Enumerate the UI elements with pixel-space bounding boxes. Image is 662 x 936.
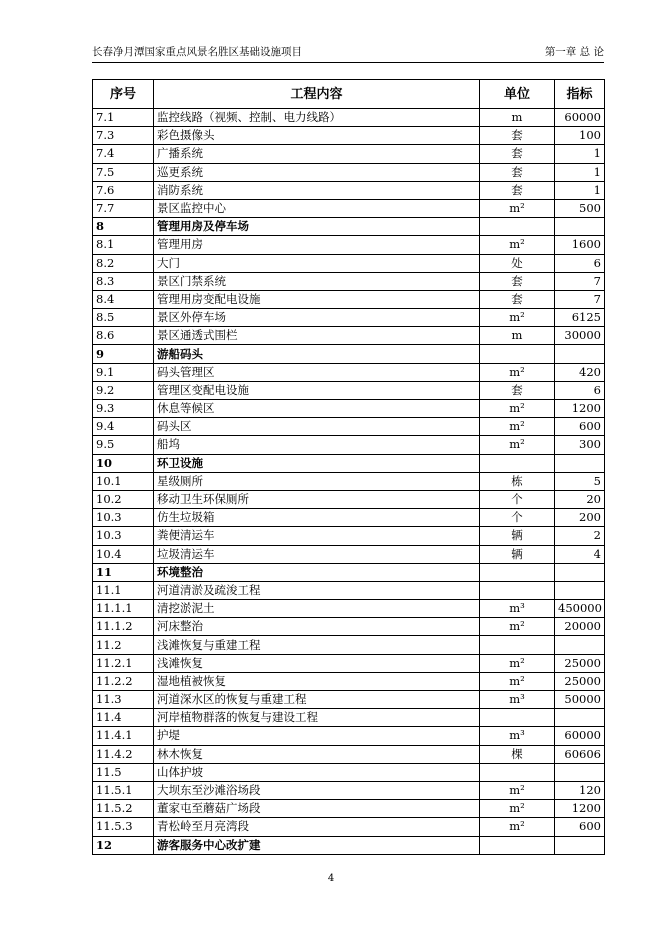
table-row — [93, 127, 605, 145]
row-value: 5 — [555, 472, 605, 490]
row-unit — [480, 454, 555, 472]
row-value: 6125 — [555, 309, 605, 327]
row-value — [555, 454, 605, 472]
row-content: 仿生垃圾箱 — [154, 509, 480, 527]
row-content: 船坞 — [154, 436, 480, 454]
row-content: 彩色摄像头 — [154, 127, 480, 145]
row-value: 50000 — [555, 691, 605, 709]
table-row — [93, 763, 605, 781]
table-row — [93, 745, 605, 763]
row-unit: 棵 — [480, 745, 555, 763]
row-value: 25000 — [555, 672, 605, 690]
project-table — [92, 79, 605, 855]
table-row — [93, 163, 605, 181]
row-number: 11.1.1 — [93, 600, 154, 618]
row-number: 8.4 — [93, 290, 154, 308]
row-value: 120 — [555, 781, 605, 799]
row-content: 青松岭至月亮湾段 — [154, 818, 480, 836]
row-content: 移动卫生环保厕所 — [154, 490, 480, 508]
row-number: 8 — [93, 218, 154, 236]
row-unit: m² — [480, 818, 555, 836]
table-row — [93, 545, 605, 563]
row-value: 60606 — [555, 745, 605, 763]
row-unit: m² — [480, 236, 555, 254]
row-unit: 套 — [480, 290, 555, 308]
row-unit — [480, 763, 555, 781]
row-content: 浅滩恢复与重建工程 — [154, 636, 480, 654]
table-row — [93, 600, 605, 618]
row-number: 10.2 — [93, 490, 154, 508]
row-unit: m² — [480, 418, 555, 436]
table-row — [93, 581, 605, 599]
table-row — [93, 381, 605, 399]
row-value — [555, 763, 605, 781]
row-unit: 套 — [480, 181, 555, 199]
row-number: 8.2 — [93, 254, 154, 272]
table-row — [93, 309, 605, 327]
row-unit — [480, 836, 555, 854]
row-content: 星级厕所 — [154, 472, 480, 490]
row-value: 60000 — [555, 109, 605, 127]
row-content: 消防系统 — [154, 181, 480, 199]
row-value — [555, 218, 605, 236]
column-header-unit: 单位 — [480, 80, 555, 109]
row-unit: 套 — [480, 145, 555, 163]
section-row — [93, 218, 605, 236]
row-value — [555, 345, 605, 363]
table-row — [93, 691, 605, 709]
table-row — [93, 418, 605, 436]
row-content: 河床整治 — [154, 618, 480, 636]
row-number: 11.5 — [93, 763, 154, 781]
row-number: 7.3 — [93, 127, 154, 145]
row-unit — [480, 709, 555, 727]
row-content: 湿地植被恢复 — [154, 672, 480, 690]
table-row — [93, 490, 605, 508]
section-row — [93, 836, 605, 854]
table-row — [93, 654, 605, 672]
row-number: 7.5 — [93, 163, 154, 181]
row-unit: m² — [480, 363, 555, 381]
row-value: 25000 — [555, 654, 605, 672]
table-row — [93, 254, 605, 272]
row-number: 12 — [93, 836, 154, 854]
row-value: 60000 — [555, 727, 605, 745]
column-header-no: 序号 — [93, 80, 154, 109]
table-row — [93, 400, 605, 418]
row-unit: 辆 — [480, 545, 555, 563]
table-row — [93, 636, 605, 654]
row-content: 粪便清运车 — [154, 527, 480, 545]
row-content: 浅滩恢复 — [154, 654, 480, 672]
row-content: 码头管理区 — [154, 363, 480, 381]
row-number: 10.3 — [93, 527, 154, 545]
row-value: 600 — [555, 418, 605, 436]
row-unit: 栋 — [480, 472, 555, 490]
row-content: 景区门禁系统 — [154, 272, 480, 290]
row-number: 7.1 — [93, 109, 154, 127]
section-row — [93, 563, 605, 581]
row-number: 11.1 — [93, 581, 154, 599]
table-row — [93, 781, 605, 799]
row-unit: m² — [480, 436, 555, 454]
row-content: 景区监控中心 — [154, 199, 480, 217]
row-unit: m² — [480, 309, 555, 327]
row-unit: m² — [480, 672, 555, 690]
row-value: 30000 — [555, 327, 605, 345]
row-unit: m² — [480, 781, 555, 799]
table-row — [93, 145, 605, 163]
row-content: 游船码头 — [154, 345, 480, 363]
row-unit: m² — [480, 800, 555, 818]
table-row — [93, 436, 605, 454]
row-content: 环境整治 — [154, 563, 480, 581]
row-unit: m² — [480, 400, 555, 418]
row-unit — [480, 218, 555, 236]
table-row — [93, 472, 605, 490]
section-row — [93, 454, 605, 472]
row-unit — [480, 563, 555, 581]
table-header-row — [93, 80, 605, 109]
table-row — [93, 727, 605, 745]
table-row — [93, 363, 605, 381]
row-content: 林木恢复 — [154, 745, 480, 763]
row-content: 大门 — [154, 254, 480, 272]
row-unit — [480, 636, 555, 654]
row-unit: m — [480, 327, 555, 345]
row-unit: 个 — [480, 490, 555, 508]
row-value — [555, 581, 605, 599]
row-unit — [480, 345, 555, 363]
row-value: 20 — [555, 490, 605, 508]
row-number: 9.5 — [93, 436, 154, 454]
row-value: 4 — [555, 545, 605, 563]
table-row — [93, 618, 605, 636]
table-row — [93, 818, 605, 836]
row-number: 11.5.2 — [93, 800, 154, 818]
row-content: 广播系统 — [154, 145, 480, 163]
row-number: 10.1 — [93, 472, 154, 490]
row-value: 7 — [555, 272, 605, 290]
row-unit: 套 — [480, 381, 555, 399]
table-body — [93, 109, 605, 855]
column-header-content: 工程内容 — [154, 80, 480, 109]
row-value: 20000 — [555, 618, 605, 636]
document-title: 长春净月潭国家重点风景名胜区基础设施项目 — [92, 46, 302, 58]
row-content: 码头区 — [154, 418, 480, 436]
row-content: 大坝东至沙滩浴场段 — [154, 781, 480, 799]
row-number: 8.6 — [93, 327, 154, 345]
row-value — [555, 563, 605, 581]
row-value: 2 — [555, 527, 605, 545]
row-value: 1600 — [555, 236, 605, 254]
table-row — [93, 181, 605, 199]
table-row — [93, 672, 605, 690]
row-value: 300 — [555, 436, 605, 454]
row-value: 6 — [555, 381, 605, 399]
row-number: 7.6 — [93, 181, 154, 199]
row-number: 7.7 — [93, 199, 154, 217]
column-header-value: 指标 — [555, 80, 605, 109]
row-content: 河道清淤及疏浚工程 — [154, 581, 480, 599]
row-unit — [480, 581, 555, 599]
row-number: 11.4.1 — [93, 727, 154, 745]
table-row — [93, 199, 605, 217]
row-number: 10.3 — [93, 509, 154, 527]
row-value: 1 — [555, 181, 605, 199]
row-number: 11.5.1 — [93, 781, 154, 799]
row-number: 9.1 — [93, 363, 154, 381]
section-row — [93, 345, 605, 363]
row-unit: m³ — [480, 600, 555, 618]
row-content: 垃圾清运车 — [154, 545, 480, 563]
row-number: 11.2.2 — [93, 672, 154, 690]
row-number: 11.2.1 — [93, 654, 154, 672]
row-value — [555, 709, 605, 727]
row-number: 9 — [93, 345, 154, 363]
row-content: 游客服务中心改扩建 — [154, 836, 480, 854]
row-number: 10.4 — [93, 545, 154, 563]
table-row — [93, 527, 605, 545]
row-value: 1200 — [555, 400, 605, 418]
row-unit: 处 — [480, 254, 555, 272]
row-number: 8.3 — [93, 272, 154, 290]
row-unit: m² — [480, 618, 555, 636]
row-value: 7 — [555, 290, 605, 308]
row-content: 管理用房及停车场 — [154, 218, 480, 236]
row-value: 100 — [555, 127, 605, 145]
row-unit: m — [480, 109, 555, 127]
row-unit: m² — [480, 654, 555, 672]
row-content: 景区通透式围栏 — [154, 327, 480, 345]
table-row — [93, 327, 605, 345]
row-content: 河道深水区的恢复与重建工程 — [154, 691, 480, 709]
row-number: 11.5.3 — [93, 818, 154, 836]
row-content: 山体护坡 — [154, 763, 480, 781]
row-value: 200 — [555, 509, 605, 527]
row-number: 11 — [93, 563, 154, 581]
row-number: 11.2 — [93, 636, 154, 654]
row-value: 420 — [555, 363, 605, 381]
row-content: 巡更系统 — [154, 163, 480, 181]
row-number: 9.2 — [93, 381, 154, 399]
row-unit: 套 — [480, 127, 555, 145]
row-value: 6 — [555, 254, 605, 272]
row-unit: 套 — [480, 272, 555, 290]
row-unit: 辆 — [480, 527, 555, 545]
page-number: 4 — [327, 873, 335, 884]
row-value: 600 — [555, 818, 605, 836]
row-value: 450000 — [555, 600, 605, 618]
row-number: 7.4 — [93, 145, 154, 163]
table-row — [93, 709, 605, 727]
row-content: 清挖淤泥土 — [154, 600, 480, 618]
table-row — [93, 800, 605, 818]
row-value: 1 — [555, 163, 605, 181]
table-row — [93, 236, 605, 254]
row-content: 管理区变配电设施 — [154, 381, 480, 399]
table-row — [93, 509, 605, 527]
row-content: 河岸植物群落的恢复与建设工程 — [154, 709, 480, 727]
row-value: 1 — [555, 145, 605, 163]
row-value: 500 — [555, 199, 605, 217]
row-content: 环卫设施 — [154, 454, 480, 472]
row-value — [555, 636, 605, 654]
chapter-label: 第一章 总 论 — [544, 46, 604, 58]
row-unit: m³ — [480, 691, 555, 709]
row-number: 11.4.2 — [93, 745, 154, 763]
row-content: 管理用房变配电设施 — [154, 290, 480, 308]
row-content: 景区外停车场 — [154, 309, 480, 327]
row-value: 1200 — [555, 800, 605, 818]
row-number: 11.4 — [93, 709, 154, 727]
row-number: 10 — [93, 454, 154, 472]
row-content: 管理用房 — [154, 236, 480, 254]
row-number: 9.3 — [93, 400, 154, 418]
row-number: 9.4 — [93, 418, 154, 436]
row-unit: m² — [480, 199, 555, 217]
row-unit: m³ — [480, 727, 555, 745]
row-number: 11.1.2 — [93, 618, 154, 636]
row-content: 董家屯至蘑菇广场段 — [154, 800, 480, 818]
row-content: 监控线路（视频、控制、电力线路） — [154, 109, 480, 127]
row-unit: 套 — [480, 163, 555, 181]
row-number: 8.5 — [93, 309, 154, 327]
row-number: 11.3 — [93, 691, 154, 709]
page-header — [92, 44, 604, 63]
row-number: 8.1 — [93, 236, 154, 254]
row-content: 护堤 — [154, 727, 480, 745]
table-row — [93, 272, 605, 290]
row-value — [555, 836, 605, 854]
row-unit: 个 — [480, 509, 555, 527]
table-row — [93, 109, 605, 127]
row-content: 休息等候区 — [154, 400, 480, 418]
table-row — [93, 290, 605, 308]
